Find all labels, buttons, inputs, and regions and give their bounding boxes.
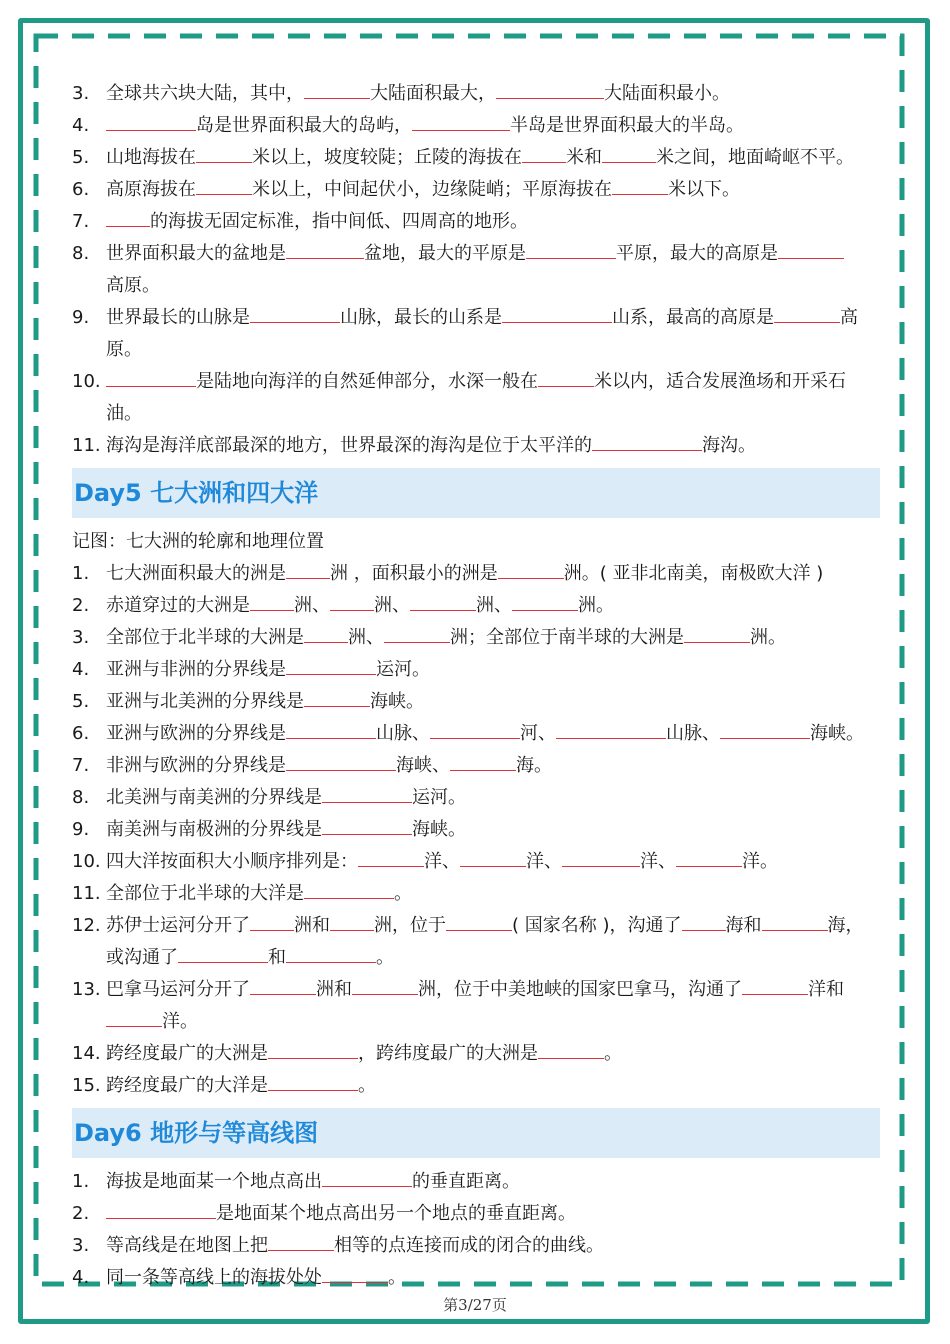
- question-number: 6.: [72, 723, 90, 744]
- question-text: 高: [840, 307, 858, 328]
- question-item: [72, 1070, 880, 1102]
- question-text: 洲，位于中美地峡的国家巴拿马，沟通了: [418, 979, 742, 1000]
- question-body: [106, 366, 880, 398]
- question-text: 洲。( 亚非北南美，南极欧大洋 ): [563, 563, 824, 584]
- question-item: [72, 430, 880, 462]
- question-body: [106, 814, 880, 846]
- question-item: [72, 622, 880, 654]
- question-body: [106, 1038, 880, 1070]
- question-text: 北美洲与南美洲的分界线是: [106, 787, 322, 808]
- question-text: 巴拿马运河分开了: [106, 979, 250, 1000]
- question-text: ，跨纬度最广的大洲是: [358, 1043, 538, 1064]
- question-text: 洲，位于: [374, 915, 446, 936]
- answer-blank[interactable]: [430, 718, 520, 739]
- answer-blank[interactable]: [286, 238, 364, 259]
- question-item: [72, 718, 880, 750]
- question-number: 2.: [72, 1203, 90, 1224]
- answer-blank[interactable]: [250, 302, 340, 323]
- question-number: 11.: [72, 435, 101, 456]
- question-text: 南美洲与南极洲的分界线是: [106, 819, 322, 840]
- question-text: 海拔是地面某一个地点高出: [106, 1171, 322, 1192]
- question-number: 13.: [72, 979, 101, 1000]
- question-text: 洋、: [526, 851, 562, 872]
- question-text: 海沟是海洋底部最深的地方，世界最深的海沟是位于太平洋的: [106, 435, 592, 456]
- question-text: 高原海拔在: [106, 179, 196, 200]
- question-text: 亚洲与非洲的分界线是: [106, 659, 286, 680]
- question-text: 山脉，最长的山系是: [340, 307, 502, 328]
- question-number: 7.: [72, 211, 90, 232]
- answer-blank[interactable]: [286, 942, 376, 963]
- question-text: 运河。: [412, 787, 466, 808]
- question-number: 15.: [72, 1075, 101, 1096]
- question-item: [72, 686, 880, 718]
- question-text: 油。: [106, 403, 142, 424]
- answer-blank[interactable]: [446, 910, 512, 931]
- question-number: 2.: [72, 595, 90, 616]
- question-text: 岛是世界面积最大的岛屿，: [196, 115, 412, 136]
- question-continuation: [72, 942, 880, 974]
- answer-blank[interactable]: [178, 942, 268, 963]
- question-item: [72, 910, 880, 942]
- question-number: 5.: [72, 691, 90, 712]
- question-body: [106, 110, 880, 142]
- question-number: 3.: [72, 1235, 90, 1256]
- question-body: [106, 558, 880, 590]
- question-body: [106, 846, 880, 878]
- answer-blank[interactable]: [268, 1230, 334, 1251]
- question-text: 海。: [516, 755, 552, 776]
- question-number: 1.: [72, 563, 90, 584]
- question-text: 大陆面积最大，: [370, 83, 496, 104]
- question-text: 世界面积最大的盆地是: [106, 243, 286, 264]
- question-body: [106, 142, 880, 174]
- question-continuation: [72, 334, 880, 366]
- answer-blank[interactable]: [286, 750, 396, 771]
- question-item: [72, 302, 880, 334]
- answer-blank[interactable]: [612, 174, 668, 195]
- question-text: 或沟通了: [106, 947, 178, 968]
- question-text: 米和: [566, 147, 602, 168]
- question-text: 洋。: [742, 851, 778, 872]
- question-text: 海峡。: [810, 723, 864, 744]
- answer-blank[interactable]: [538, 366, 594, 387]
- question-item: [72, 974, 880, 1006]
- answer-blank[interactable]: [250, 590, 294, 611]
- answer-blank[interactable]: [286, 654, 376, 675]
- worksheet-content: [72, 78, 880, 1294]
- question-list-top: [72, 78, 880, 462]
- answer-blank[interactable]: [460, 846, 526, 867]
- answer-blank[interactable]: [304, 622, 348, 643]
- question-number: 4.: [72, 659, 90, 680]
- question-item: [72, 174, 880, 206]
- question-body: [106, 878, 880, 910]
- question-number: 1.: [72, 1171, 90, 1192]
- question-text: 是陆地向海洋的自然延伸部分，水深一般在: [196, 371, 538, 392]
- question-item: [72, 590, 880, 622]
- answer-blank[interactable]: [720, 718, 810, 739]
- question-text: 七大洲面积最大的洲是: [106, 563, 286, 584]
- question-item: [72, 110, 880, 142]
- question-text: 米以上，坡度较陡；丘陵的海拔在: [252, 147, 522, 168]
- question-text: 的海拔无固定标准，指中间低、四周高的地形。: [150, 211, 528, 232]
- answer-blank[interactable]: [322, 782, 412, 803]
- question-number: 4.: [72, 1267, 90, 1288]
- question-body: [106, 718, 880, 750]
- question-body: [106, 238, 880, 270]
- question-text: 洲。: [750, 627, 786, 648]
- section-heading-day6: Day6 地形与等高线图: [72, 1108, 880, 1158]
- question-number: 3.: [72, 83, 90, 104]
- question-number: 14.: [72, 1043, 101, 1064]
- question-item: [72, 206, 880, 238]
- answer-blank[interactable]: [602, 142, 656, 163]
- answer-blank[interactable]: [742, 974, 808, 995]
- question-item: [72, 558, 880, 590]
- question-text: 苏伊士运河分开了: [106, 915, 250, 936]
- question-item: [72, 238, 880, 270]
- question-text: 洋、: [424, 851, 460, 872]
- question-text: 洲和: [316, 979, 352, 1000]
- question-item: [72, 1230, 880, 1262]
- answer-blank[interactable]: [322, 1262, 388, 1283]
- question-text: 原。: [106, 339, 142, 360]
- page-number: 第3/27页: [443, 1296, 507, 1314]
- answer-blank[interactable]: [106, 1198, 216, 1219]
- question-item: [72, 1198, 880, 1230]
- question-number: 7.: [72, 755, 90, 776]
- answer-blank[interactable]: [304, 878, 394, 899]
- question-body: [106, 1262, 880, 1294]
- question-body: [106, 910, 880, 942]
- question-text: 洲、: [374, 595, 410, 616]
- question-text: 洲。: [578, 595, 614, 616]
- map-note: 记图：七大洲的轮廓和地理位置: [72, 531, 324, 552]
- answer-blank[interactable]: [384, 622, 450, 643]
- question-text: 和: [268, 947, 286, 968]
- question-body: [106, 590, 880, 622]
- answer-blank[interactable]: [322, 814, 412, 835]
- question-item: [72, 654, 880, 686]
- question-number: 6.: [72, 179, 90, 200]
- question-text: 四大洋按面积大小顺序排列是：: [106, 851, 358, 872]
- question-body: [106, 174, 880, 206]
- question-number: 12.: [72, 915, 101, 936]
- question-text: 同一条等高线上的海拔处处: [106, 1267, 322, 1288]
- question-item: [72, 846, 880, 878]
- answer-blank[interactable]: [412, 110, 510, 131]
- question-number: 11.: [72, 883, 101, 904]
- question-text: 海沟。: [702, 435, 756, 456]
- question-text: 全部位于北半球的大洲是: [106, 627, 304, 648]
- question-number: 9.: [72, 307, 90, 328]
- question-text: 洋、: [640, 851, 676, 872]
- answer-blank[interactable]: [250, 974, 316, 995]
- answer-blank[interactable]: [106, 206, 150, 227]
- answer-blank[interactable]: [522, 142, 566, 163]
- answer-blank[interactable]: [538, 1038, 604, 1059]
- answer-blank[interactable]: [512, 590, 578, 611]
- question-text: 洲、: [294, 595, 330, 616]
- question-text: 海和: [725, 915, 762, 936]
- answer-blank[interactable]: [286, 718, 376, 739]
- answer-blank[interactable]: [106, 110, 196, 131]
- answer-blank[interactable]: [106, 366, 196, 387]
- question-body: [106, 1230, 880, 1262]
- question-text: 米以上，中间起伏小，边缘陡峭；平原海拔在: [252, 179, 612, 200]
- question-number: 8.: [72, 787, 90, 808]
- question-body: [106, 686, 880, 718]
- answer-blank[interactable]: [250, 910, 294, 931]
- question-text: 洲；全部位于南半球的大洲是: [450, 627, 684, 648]
- question-number: 8.: [72, 243, 90, 264]
- question-text: 洲和: [294, 915, 330, 936]
- answer-blank[interactable]: [330, 910, 374, 931]
- question-text: 洋。: [162, 1011, 198, 1032]
- answer-blank[interactable]: [778, 238, 844, 259]
- question-number: 5.: [72, 147, 90, 168]
- question-text: 全球共六块大陆，其中，: [106, 83, 304, 104]
- question-text: 海峡、: [396, 755, 450, 776]
- question-body: [106, 1070, 880, 1102]
- question-text: 米之间，地面崎岖不平。: [656, 147, 854, 168]
- question-text: 等高线是在地图上把: [106, 1235, 268, 1256]
- question-text: 洲 ，面积最小的洲是: [330, 563, 498, 584]
- answer-blank[interactable]: [268, 1070, 358, 1091]
- question-text: 。: [394, 883, 412, 904]
- question-body: [106, 654, 880, 686]
- question-item: [72, 782, 880, 814]
- question-number: 9.: [72, 819, 90, 840]
- question-text: 洲、: [476, 595, 512, 616]
- question-text: 是地面某个地点高出另一个地点的垂直距离。: [216, 1203, 576, 1224]
- answer-blank[interactable]: [496, 78, 604, 99]
- question-text: 的垂直距离。: [412, 1171, 520, 1192]
- question-item: [72, 78, 880, 110]
- question-text: 运河。: [376, 659, 430, 680]
- question-text: 亚洲与欧洲的分界线是: [106, 723, 286, 744]
- question-text: 。: [604, 1043, 622, 1064]
- question-text: 半岛是世界面积最大的半岛。: [510, 115, 744, 136]
- question-body: [106, 302, 880, 334]
- question-text: 洋和: [808, 979, 844, 1000]
- answer-blank[interactable]: [196, 174, 252, 195]
- answer-blank[interactable]: [410, 590, 476, 611]
- question-item: [72, 750, 880, 782]
- answer-blank[interactable]: [526, 238, 616, 259]
- answer-blank[interactable]: [676, 846, 742, 867]
- question-text: 米以内，适合发展渔场和开采石: [594, 371, 846, 392]
- question-text: 山脉、: [666, 723, 720, 744]
- question-item: [72, 142, 880, 174]
- answer-blank[interactable]: [450, 750, 516, 771]
- question-number: 3.: [72, 627, 90, 648]
- question-item: [72, 1262, 880, 1294]
- answer-blank[interactable]: [304, 686, 370, 707]
- question-continuation: [72, 270, 880, 302]
- answer-blank[interactable]: [330, 590, 374, 611]
- answer-blank[interactable]: [682, 910, 726, 931]
- question-body: [106, 206, 880, 238]
- answer-blank[interactable]: [774, 302, 840, 323]
- question-number: 4.: [72, 115, 90, 136]
- question-body: [106, 782, 880, 814]
- question-text: 河、: [520, 723, 556, 744]
- question-text: 盆地，最大的平原是: [364, 243, 526, 264]
- question-continuation: [72, 398, 880, 430]
- question-item: [72, 1038, 880, 1070]
- question-body: [106, 430, 880, 462]
- question-item: [72, 1166, 880, 1198]
- question-text: 非洲与欧洲的分界线是: [106, 755, 286, 776]
- question-text: 海，: [827, 915, 864, 936]
- question-text: 海峡。: [370, 691, 424, 712]
- answer-blank[interactable]: [304, 78, 370, 99]
- question-text: 洲、: [348, 627, 384, 648]
- question-number: 10.: [72, 371, 101, 392]
- question-body: [106, 974, 880, 1006]
- question-text: 跨经度最广的大洋是: [106, 1075, 268, 1096]
- answer-blank[interactable]: [498, 558, 564, 579]
- question-text: 山脉、: [376, 723, 430, 744]
- answer-blank[interactable]: [196, 142, 252, 163]
- question-item: [72, 366, 880, 398]
- question-body: [106, 1198, 880, 1230]
- question-text: 相等的点连接而成的闭合的曲线。: [334, 1235, 604, 1256]
- question-continuation: [72, 1006, 880, 1038]
- question-text: 世界最长的山脉是: [106, 307, 250, 328]
- question-text: 高原。: [106, 275, 160, 296]
- question-text: 平原，最大的高原是: [616, 243, 778, 264]
- question-body: [106, 750, 880, 782]
- question-text: 亚洲与北美洲的分界线是: [106, 691, 304, 712]
- question-body: [106, 622, 880, 654]
- question-text: 山系，最高的高原是: [612, 307, 774, 328]
- question-text: 全部位于北半球的大洋是: [106, 883, 304, 904]
- question-list-day5: [72, 558, 880, 1102]
- answer-blank[interactable]: [592, 430, 702, 451]
- answer-blank[interactable]: [268, 1038, 358, 1059]
- question-text: 。: [358, 1075, 376, 1096]
- answer-blank[interactable]: [762, 910, 828, 931]
- question-item: [72, 878, 880, 910]
- answer-blank[interactable]: [556, 718, 666, 739]
- question-text: 赤道穿过的大洲是: [106, 595, 250, 616]
- answer-blank[interactable]: [684, 622, 750, 643]
- answer-blank[interactable]: [286, 558, 330, 579]
- question-text: 大陆面积最小。: [604, 83, 730, 104]
- question-number: 10.: [72, 851, 101, 872]
- section-heading-day5: Day5 七大洲和四大洋: [72, 468, 880, 518]
- question-text: 海峡。: [412, 819, 466, 840]
- question-body: [106, 1166, 880, 1198]
- question-body: [106, 78, 880, 110]
- answer-blank[interactable]: [562, 846, 640, 867]
- question-list-day6: [72, 1166, 880, 1294]
- question-text: ( 国家名称 )，沟通了: [512, 915, 682, 936]
- question-item: [72, 814, 880, 846]
- answer-blank[interactable]: [106, 1006, 162, 1027]
- question-text: 山地海拔在: [106, 147, 196, 168]
- question-text: 米以下。: [668, 179, 740, 200]
- answer-blank[interactable]: [352, 974, 418, 995]
- answer-blank[interactable]: [358, 846, 424, 867]
- answer-blank[interactable]: [502, 302, 612, 323]
- answer-blank[interactable]: [322, 1166, 412, 1187]
- question-text: 。: [388, 1267, 406, 1288]
- question-text: 。: [376, 947, 394, 968]
- question-text: 跨经度最广的大洲是: [106, 1043, 268, 1064]
